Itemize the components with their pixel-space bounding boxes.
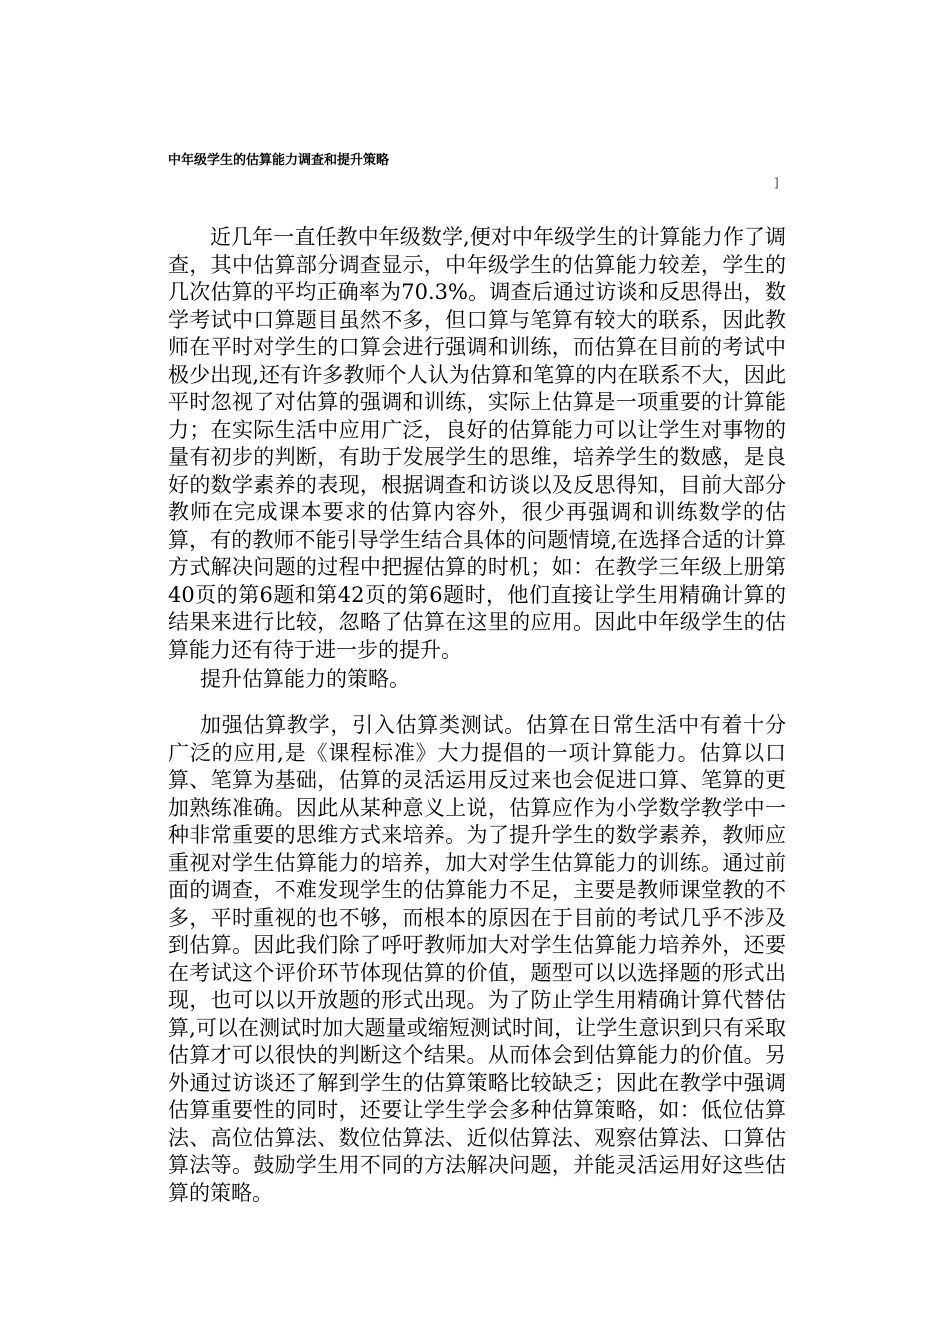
corner-mark: ]	[774, 176, 779, 190]
document-title: 中年级学生的估算能力调查和提升策略	[168, 153, 390, 168]
paragraph-survey: 近几年一直任教中年级数学,便对中年级学生的计算能力作了调查，其中估算部分调查显示，中年级学生的估算能力较差，学生的几次估算的平均正确率为70.3%。调查后通过访谈和反思得出，数学考试中口算题目虽然不多，但口算与笔算有较大的联系，因此教师在平时对学生的口算会进行强调和训练，而估算在目前的考试中极少出现,还有许多教师个人认为估算和笔算的内在联系不大，因此平时忽视了对估算的强调和训练，实际上估算是一项重要的计算能力；在实际生活中应用广泛，良好的估算能力可以让学生对事物的量有初步的判断，有助于发展学生的思维，培养学生的数感，是良好的数学素养的表现，根据调查和访谈以及反思得知，目前大部分教师在完成课本要求的估算内容外，很少再强调和训练数学的估算，有的教师不能引导学生结合具体的问题情境,在选择合适的计算方式解决问题的过程中把握估算的时机；如：在教学三年级上册第40页的第6题和第42页的第6题时，他们直接让学生用精确计算的结果来进行比较，忽略了估算在这里的应用。因此中年级学生的估算能力还有待于进一步的提升。	[168, 225, 786, 662]
paragraph-strategy-body: 加强估算教学，引入估算类测试。估算在日常生活中有着十分广泛的应用,是《课程标准》大力提倡的一项计算能力。估算以口算、笔算为基础，估算的灵活运用反过来也会促进口算、笔算的更加熟练准确。因此从某种意义上说，估算应作为小学数学教学中一种非常重要的思维方式来培养。为了提升学生的数学素养，教师应重视对学生估算能力的培养，加大对学生估算能力的训练。通过前面的调查，不难发现学生的估算能力不足，主要是教师课堂教的不多，平时重视的也不够，而根本的原因在于目前的考试几乎不涉及到估算。因此我们除了呼吁教师加大对学生估算能力培养外，还要在考试这个评价环节体现估算的价值，题型可以以选择题的形式出现，也可以以开放题的形式出现。为了防止学生用精确计算代替估算,可以在测试时加大题量或缩短测试时间，让学生意识到只有采取估算才可以很快的判断这个结果。从而体会到估算能力的价值。另外通过访谈还了解到学生的估算策略比较缺乏；因此在教学中强调估算重要性的同时，还要让学生学会多种估算策略，如：低位估算法、高位估算法、数位估算法、近似估算法、观察估算法、口算估算法等。鼓励学生用不同的方法解决问题，并能灵活运用好这些估算的策略。	[168, 713, 786, 1205]
paragraph-strategy-heading: 提升估算能力的策略。	[200, 667, 410, 691]
